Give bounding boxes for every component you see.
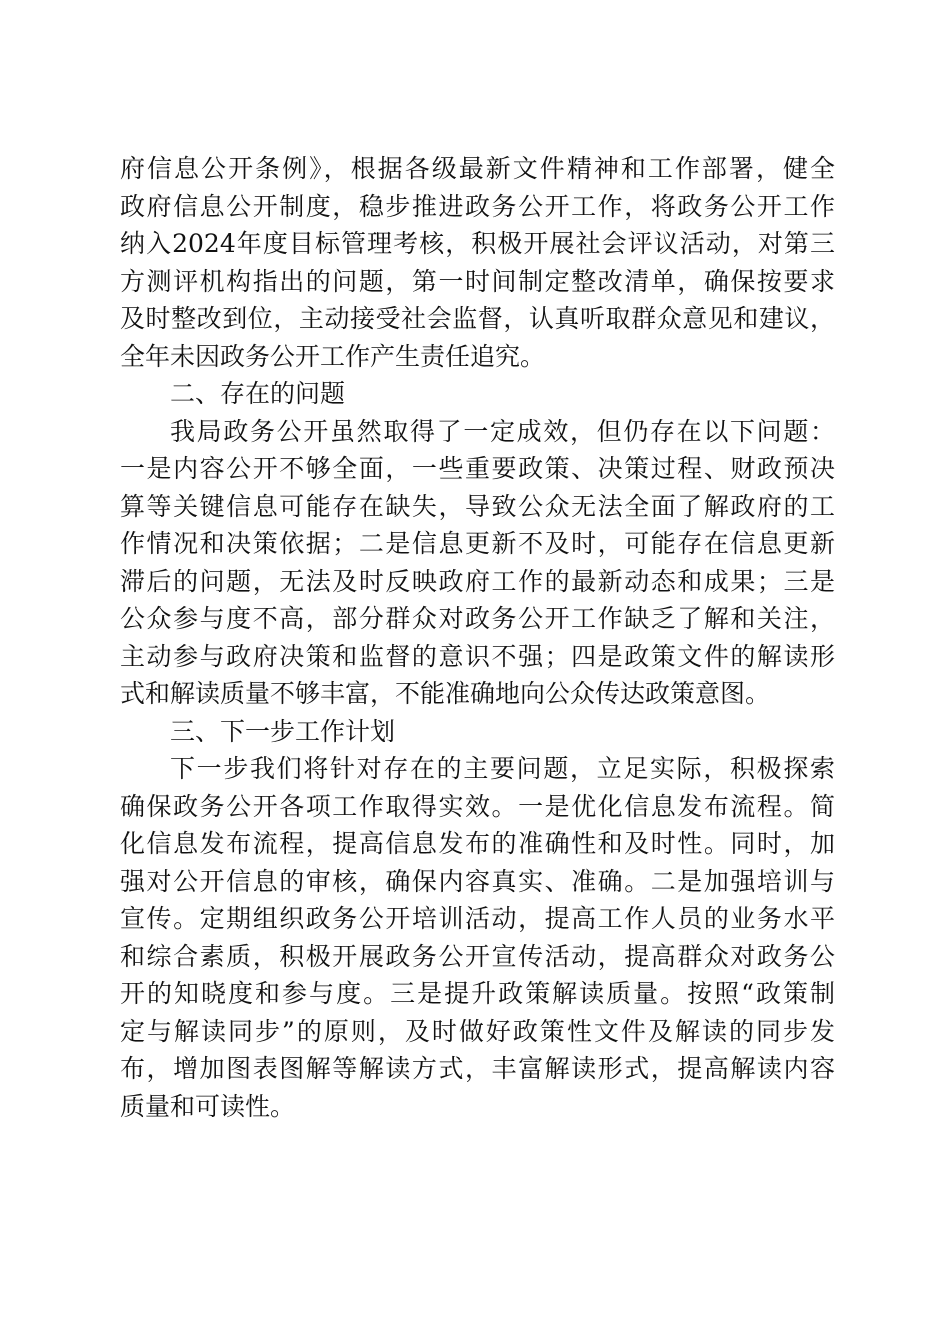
text-line: 滞后的问题，无法及时反映政府工作的最新动态和成果；三是 (120, 566, 835, 596)
text-line: 和综合素质，积极开展政务公开宣传活动，提高群众对政务公 (120, 941, 835, 971)
text-line: 布，增加图表图解等解读方式，丰富解读形式，提高解读内容 (120, 1054, 835, 1083)
text-line: 算等关键信息可能存在缺失，导致公众无法全面了解政府的工 (120, 491, 835, 521)
text-line: 强对公开信息的审核，确保内容真实、准确。二是加强培训与 (120, 866, 835, 896)
text-line: 纳入2024年度目标管理考核，积极开展社会评议活动，对第三 (120, 229, 835, 258)
intro-paragraph (120, 150, 835, 375)
text-line: 质量和可读性。 (120, 1091, 296, 1121)
text-line: 主动参与政府决策和监督的意识不强；四是政策文件的解读形 (120, 641, 835, 671)
next-steps-paragraph (120, 750, 835, 1125)
section-heading-next-steps: 三、下一步工作计划 (170, 716, 396, 746)
text-line: 开的知晓度和参与度。三是提升政策解读质量。按照“政策制 (120, 979, 835, 1008)
text-line: 确保政务公开各项工作取得实效。一是优化信息发布流程。简 (120, 791, 835, 821)
text-line: 全年未因政务公开工作产生责任追究。 (120, 341, 546, 371)
text-line: 式和解读质量不够丰富，不能准确地向公众传达政策意图。 (120, 679, 771, 708)
text-line: 我局政务公开虽然取得了一定成效，但仍存在以下问题： (170, 416, 835, 446)
text-line: 一是内容公开不够全面，一些重要政策、决策过程、财政预决 (120, 454, 835, 483)
text-line: 及时整改到位，主动接受社会监督，认真听取群众意见和建议， (120, 304, 835, 333)
text-line: 政府信息公开制度，稳步推进政务公开工作，将政务公开工作 (120, 191, 835, 221)
text-line: 公众参与度不高，部分群众对政务公开工作缺乏了解和关注， (120, 604, 835, 633)
text-line: 宣传。定期组织政务公开培训活动，提高工作人员的业务水平 (120, 904, 835, 933)
section-heading-problems: 二、存在的问题 (170, 379, 346, 408)
text-line: 方测评机构指出的问题，第一时间制定整改清单，确保按要求 (120, 266, 835, 296)
text-line: 定与解读同步”的原则，及时做好政策性文件及解读的同步发 (120, 1016, 835, 1046)
problems-paragraph (120, 413, 835, 713)
text-line: 作情况和决策依据；二是信息更新不及时，可能存在信息更新 (120, 529, 835, 558)
document-body (120, 150, 835, 1125)
text-line: 府信息公开条例》，根据各级最新文件精神和工作部署，健全 (120, 154, 835, 183)
text-line: 下一步我们将针对存在的主要问题，立足实际，积极探索 (170, 754, 835, 783)
text-line: 化信息发布流程，提高信息发布的准确性和及时性。同时，加 (120, 829, 835, 858)
